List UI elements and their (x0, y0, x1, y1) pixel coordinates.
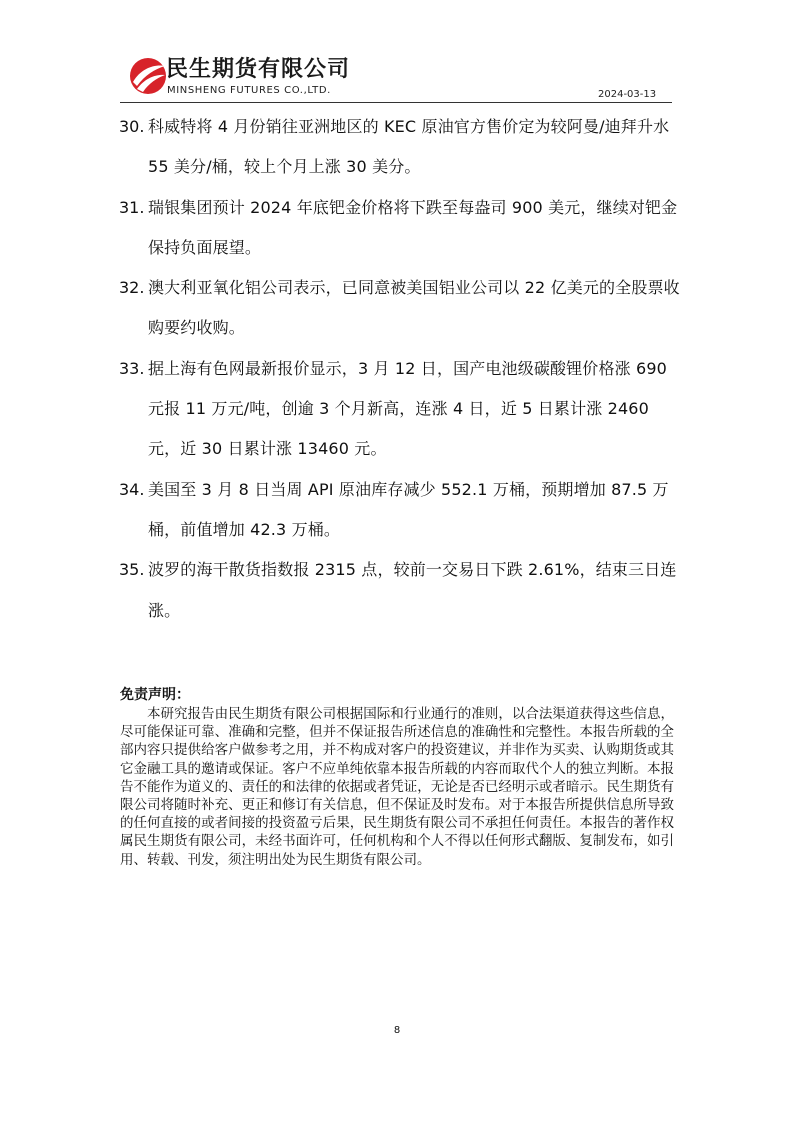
item-number: 34. (119, 479, 145, 499)
list-item (120, 470, 680, 551)
page-header (0, 0, 794, 110)
disclaimer-section (120, 685, 674, 869)
header-divider (120, 102, 672, 103)
item-text: 瑞银集团预计 2024 年底钯金价格将下跌至每盎司 900 美元，继续对钯金保持负面展望。 (148, 197, 678, 257)
disclaimer-title: 免责声明： (120, 687, 190, 703)
item-number: 35. (119, 560, 145, 580)
item-number: 31. (119, 197, 145, 217)
item-text: 据上海有色网最新报价显示，3 月 12 日，国产电池级碳酸锂价格涨 690 元报 11 万元/吨，创逾 3 个月新高，连涨 4 日，近 5 日累计涨 2460 元，近 30 日累计涨 13460 元。 (148, 358, 667, 459)
minsheng-logo-icon (128, 56, 168, 96)
page-number: 8 (393, 1025, 401, 1036)
news-list (120, 107, 680, 631)
list-item (120, 349, 680, 470)
list-item (120, 268, 680, 349)
item-text: 澳大利亚氧化铝公司表示，已同意被美国铝业公司以 22 亿美元的全股票收购要约收购。 (148, 278, 680, 338)
company-name-cn: 民生期货有限公司 (166, 57, 351, 82)
item-text: 波罗的海干散货指数报 2315 点，较前一交易日下跌 2.61%，结束三日连涨。 (148, 560, 677, 620)
company-name-en: MINSHENG FUTURES CO.,LTD. (167, 85, 331, 96)
list-item (120, 188, 680, 269)
item-text: 美国至 3 月 8 日当周 API 原油库存减少 552.1 万桶，预期增加 87.5 万桶，前值增加 42.3 万桶。 (148, 479, 669, 539)
report-date: 2024-03-13 (598, 89, 657, 100)
item-number: 33. (119, 358, 145, 378)
item-number: 32. (119, 278, 145, 298)
item-number: 30. (119, 117, 145, 136)
list-item (120, 107, 680, 188)
list-item (120, 550, 680, 631)
disclaimer-body: 本研究报告由民生期货有限公司根据国际和行业通行的准则，以合法渠道获得这些信息，尽可能保证可靠、准确和完整，但并不保证报告所述信息的准确性和完整性。本报告所载的全部内容只提供给客户做参考之用，并不构成对客户的投资建议，并非作为买卖、认购期货或其它金融工具的邀请或保证。客户不应单纯依靠本报告所载的内容而取代个人的独立判断。本报告不能作为道义的、责任的和法律的依据或者凭证，无论是否已经明示或者暗示。民生期货有限公司将随时补充、更正和修订有关信息，但不保证及时发布。对于本报告所提供信息所导致的任何直接的或者间接的投资盈亏后果，民生期货有限公司不承担任何责任。本报告的著作权属民生期货有限公司，未经书面许可，任何机构和个人不得以任何形式翻版、复制发布，如引用、转载、刊发，须注明出处为民生期货有限公司。 (120, 706, 674, 868)
item-text: 科威特将 4 月份销往亚洲地区的 KEC 原油官方售价定为较阿曼/迪拜升水 55 美分/桶，较上个月上涨 30 美分。 (148, 117, 670, 177)
